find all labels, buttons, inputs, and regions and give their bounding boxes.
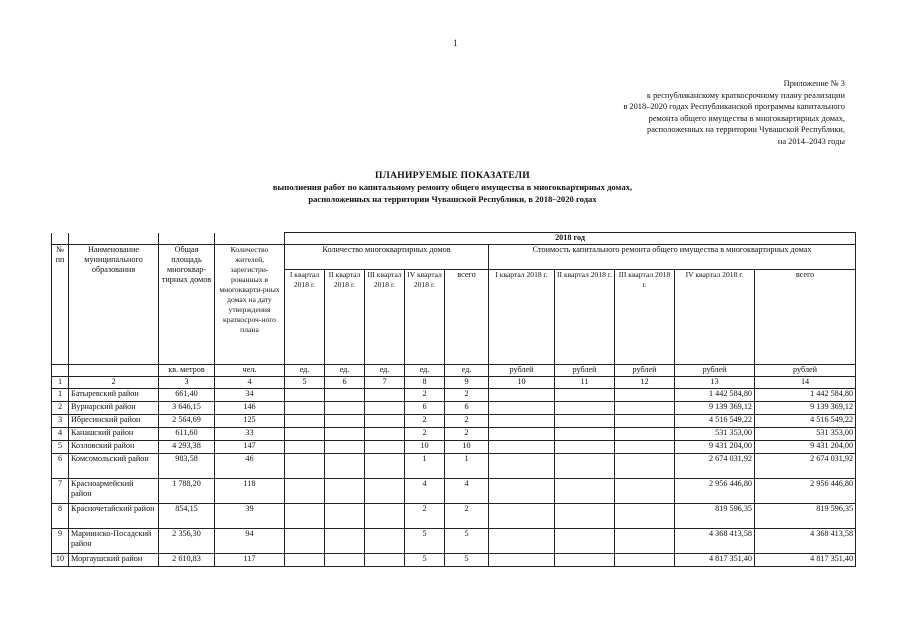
residents-value: 117: [215, 554, 285, 567]
residents-value: 46: [215, 454, 285, 479]
q3-houses-value: [365, 479, 405, 504]
header-num: № пп: [52, 245, 69, 365]
column-number: 8: [405, 377, 445, 389]
unit-cell: чел.: [215, 365, 285, 377]
q1-houses-value: [285, 389, 325, 402]
residents-value: 33: [215, 428, 285, 441]
row-number: 6: [52, 454, 69, 479]
district-name: Ибресинский район: [69, 415, 159, 428]
q4-cost-value: 2 674 031,92: [675, 454, 755, 479]
q2-cost-value: [555, 529, 615, 554]
q3-houses-value: [365, 529, 405, 554]
appendix-line: к республиканскому краткосрочному плану реализации: [646, 90, 845, 100]
q1-houses-value: [285, 529, 325, 554]
column-number: 6: [325, 377, 365, 389]
q4-cost-value: 4 368 413,58: [675, 529, 755, 554]
q3-cost-value: [615, 554, 675, 567]
table-row: [52, 389, 856, 402]
row-number: 2: [52, 402, 69, 415]
column-number: 12: [615, 377, 675, 389]
q2-houses-value: [325, 389, 365, 402]
total-cost-value: 531 353,00: [755, 428, 856, 441]
total-cost-value: 9 431 204,00: [755, 441, 856, 454]
column-numbers-row: [52, 377, 856, 389]
unit-cell: ед.: [445, 365, 489, 377]
district-name: Вурнарский район: [69, 402, 159, 415]
q4-cost-value: 9 139 369,12: [675, 402, 755, 415]
q2-cost-value: [555, 441, 615, 454]
q3-cost-value: [615, 428, 675, 441]
total-cost-value: 2 956 446,80: [755, 479, 856, 504]
column-number: 1: [52, 377, 69, 389]
total-cost-value: 9 139 369,12: [755, 402, 856, 415]
table-row: [52, 402, 856, 415]
total-houses-value: 5: [445, 554, 489, 567]
district-name: Красноармейский район: [69, 479, 159, 504]
year-header: 2018 год: [285, 233, 856, 245]
column-number: 13: [675, 377, 755, 389]
column-number: 3: [159, 377, 215, 389]
appendix-line: на 2014–2043 годы: [777, 136, 845, 146]
column-number: 10: [489, 377, 555, 389]
column-number: 5: [285, 377, 325, 389]
q4-cost-value: 531 353,00: [675, 428, 755, 441]
column-number: 7: [365, 377, 405, 389]
header-q2-cost: II квартал 2018 г.: [555, 270, 615, 365]
q1-houses-value: [285, 428, 325, 441]
unit-cell: кв. метров: [159, 365, 215, 377]
indicators-table: [51, 232, 856, 567]
q2-houses-value: [325, 402, 365, 415]
header-houses-group: Количество многоквартирных домов: [285, 245, 489, 270]
q4-cost-value: 4 817 351,40: [675, 554, 755, 567]
area-value: 2 356,30: [159, 529, 215, 554]
q3-cost-value: [615, 402, 675, 415]
total-houses-value: 4: [445, 479, 489, 504]
unit-cell: рублей: [489, 365, 555, 377]
total-houses-value: 2: [445, 428, 489, 441]
q4-houses-value: 1: [405, 454, 445, 479]
q1-houses-value: [285, 479, 325, 504]
q3-cost-value: [615, 504, 675, 529]
appendix-line: в 2018–2020 годах Республиканской программы капитального: [623, 102, 845, 112]
district-name: Моргаушский район: [69, 554, 159, 567]
column-number: 2: [69, 377, 159, 389]
q3-houses-value: [365, 454, 405, 479]
q2-houses-value: [325, 441, 365, 454]
header-cost-group: Стоимость капитального ремонта общего имущества в многоквартирных домах: [489, 245, 856, 270]
q2-cost-value: [555, 454, 615, 479]
district-name: Красночетайский район: [69, 504, 159, 529]
row-number: 10: [52, 554, 69, 567]
title-heading: ПЛАНИРУЕМЫЕ ПОКАЗАТЕЛИ: [375, 171, 530, 181]
header-q1-houses: I квартал 2018 г.: [285, 270, 325, 365]
row-number: 9: [52, 529, 69, 554]
q3-houses-value: [365, 428, 405, 441]
q3-houses-value: [365, 504, 405, 529]
q4-houses-value: 6: [405, 402, 445, 415]
q4-houses-value: 5: [405, 554, 445, 567]
area-value: 2 610,83: [159, 554, 215, 567]
total-cost-value: 4 516 549,22: [755, 415, 856, 428]
residents-value: 118: [215, 479, 285, 504]
q4-houses-value: 10: [405, 441, 445, 454]
total-houses-value: 2: [445, 415, 489, 428]
residents-value: 94: [215, 529, 285, 554]
q1-cost-value: [489, 454, 555, 479]
row-number: 1: [52, 389, 69, 402]
q4-houses-value: 2: [405, 415, 445, 428]
total-cost-value: 4 368 413,58: [755, 529, 856, 554]
q3-houses-value: [365, 415, 405, 428]
district-name: Мариинско-Посадский район: [69, 529, 159, 554]
page-number: 1: [453, 38, 458, 48]
residents-value: 39: [215, 504, 285, 529]
header-q3-houses: III квартал 2018 г.: [365, 270, 405, 365]
total-cost-value: 819 596,35: [755, 504, 856, 529]
q1-houses-value: [285, 415, 325, 428]
header-q1-cost: I квартал 2018 г.: [489, 270, 555, 365]
q4-cost-value: 2 956 446,80: [675, 479, 755, 504]
table-row: [52, 479, 856, 504]
q2-houses-value: [325, 415, 365, 428]
appendix-line: Приложение № 3: [783, 79, 845, 88]
table-row: [52, 529, 856, 554]
q2-houses-value: [325, 504, 365, 529]
table-row: [52, 504, 856, 529]
header-q4-houses: IV квартал 2018 г.: [405, 270, 445, 365]
q3-cost-value: [615, 415, 675, 428]
q3-houses-value: [365, 389, 405, 402]
unit-cell: рублей: [555, 365, 615, 377]
row-number: 8: [52, 504, 69, 529]
row-number: 3: [52, 415, 69, 428]
q3-cost-value: [615, 529, 675, 554]
header-q3-cost: III квартал 2018 г.: [615, 270, 675, 365]
residents-value: 146: [215, 402, 285, 415]
header-row-groups: [52, 245, 856, 270]
area-value: 854,15: [159, 504, 215, 529]
column-number: 14: [755, 377, 856, 389]
area-value: 2 564,69: [159, 415, 215, 428]
units-row: [52, 365, 856, 377]
q3-cost-value: [615, 389, 675, 402]
table-row: [52, 415, 856, 428]
row-number: 7: [52, 479, 69, 504]
q1-cost-value: [489, 415, 555, 428]
area-value: 983,58: [159, 454, 215, 479]
q4-houses-value: 5: [405, 529, 445, 554]
unit-cell: ед.: [325, 365, 365, 377]
table-row: [52, 554, 856, 567]
q3-houses-value: [365, 402, 405, 415]
appendix-line: ремонта общего имущества в многоквартирных домах,: [648, 113, 845, 123]
q2-cost-value: [555, 479, 615, 504]
unit-cell: рублей: [615, 365, 675, 377]
q2-houses-value: [325, 479, 365, 504]
q2-cost-value: [555, 415, 615, 428]
title-subline: выполнения работ по капитальному ремонту общего имущества в многоквартирных домах,: [272, 182, 633, 192]
q1-cost-value: [489, 389, 555, 402]
q3-cost-value: [615, 454, 675, 479]
unit-cell: ед.: [405, 365, 445, 377]
q2-cost-value: [555, 554, 615, 567]
q1-houses-value: [285, 402, 325, 415]
title-subline: расположенных на территории Чувашской Республики, в 2018–2020 годах: [308, 194, 597, 204]
q2-cost-value: [555, 428, 615, 441]
table-row: [52, 428, 856, 441]
total-houses-value: 2: [445, 389, 489, 402]
table-row: [52, 454, 856, 479]
q2-cost-value: [555, 504, 615, 529]
q2-houses-value: [325, 454, 365, 479]
unit-cell: рублей: [755, 365, 856, 377]
table-row: [52, 441, 856, 454]
total-houses-value: 10: [445, 441, 489, 454]
header-area: Общая площадь многоквар-тирных домов: [159, 245, 215, 365]
q2-houses-value: [325, 554, 365, 567]
area-value: 661,40: [159, 389, 215, 402]
q1-houses-value: [285, 504, 325, 529]
q2-houses-value: [325, 428, 365, 441]
residents-value: 34: [215, 389, 285, 402]
unit-cell: ед.: [285, 365, 325, 377]
q1-cost-value: [489, 441, 555, 454]
q3-houses-value: [365, 441, 405, 454]
header-name: Наименование муниципального образования: [69, 245, 159, 365]
total-houses-value: 5: [445, 529, 489, 554]
q3-houses-value: [365, 554, 405, 567]
total-houses-value: 6: [445, 402, 489, 415]
q1-cost-value: [489, 402, 555, 415]
q1-cost-value: [489, 504, 555, 529]
column-number: 4: [215, 377, 285, 389]
total-cost-value: 2 674 031,92: [755, 454, 856, 479]
header-q4-cost: IV квартал 2018 г.: [675, 270, 755, 365]
q2-cost-value: [555, 389, 615, 402]
q4-cost-value: 819 596,35: [675, 504, 755, 529]
district-name: Канашский район: [69, 428, 159, 441]
q4-cost-value: 9 431 204,00: [675, 441, 755, 454]
q2-cost-value: [555, 402, 615, 415]
unit-cell: ед.: [365, 365, 405, 377]
q1-cost-value: [489, 529, 555, 554]
header-residents: Количество жителей, зарегистри-рованных в многокварти-рных домах на дату утверждения краткосроч-ного плана: [215, 245, 285, 365]
document-title: [0, 171, 905, 205]
q1-cost-value: [489, 554, 555, 567]
column-number: 9: [445, 377, 489, 389]
q1-houses-value: [285, 454, 325, 479]
header-q2-houses: II квартал 2018 г.: [325, 270, 365, 365]
q2-houses-value: [325, 529, 365, 554]
area-value: 3 646,15: [159, 402, 215, 415]
total-houses-value: 2: [445, 504, 489, 529]
row-number: 4: [52, 428, 69, 441]
q1-cost-value: [489, 428, 555, 441]
residents-value: 125: [215, 415, 285, 428]
appendix-line: расположенных на территории Чувашской Республики,: [647, 125, 845, 135]
q4-houses-value: 2: [405, 389, 445, 402]
header-total-cost: всего: [755, 270, 856, 365]
q4-cost-value: 4 516 549,22: [675, 415, 755, 428]
q3-cost-value: [615, 441, 675, 454]
year-row: [52, 233, 856, 245]
q4-cost-value: 1 442 584,80: [675, 389, 755, 402]
column-number: 11: [555, 377, 615, 389]
q4-houses-value: 2: [405, 504, 445, 529]
district-name: Комсомольский район: [69, 454, 159, 479]
q3-cost-value: [615, 479, 675, 504]
total-cost-value: 1 442 584,80: [755, 389, 856, 402]
district-name: Батыревский район: [69, 389, 159, 402]
q1-houses-value: [285, 441, 325, 454]
total-houses-value: 1: [445, 454, 489, 479]
appendix-note: [545, 78, 845, 148]
total-cost-value: 4 817 351,40: [755, 554, 856, 567]
area-value: 1 788,20: [159, 479, 215, 504]
area-value: 611,60: [159, 428, 215, 441]
header-total-houses: всего: [445, 270, 489, 365]
q1-cost-value: [489, 479, 555, 504]
q4-houses-value: 2: [405, 428, 445, 441]
area-value: 4 293,38: [159, 441, 215, 454]
row-number: 5: [52, 441, 69, 454]
residents-value: 147: [215, 441, 285, 454]
q1-houses-value: [285, 554, 325, 567]
district-name: Козловский район: [69, 441, 159, 454]
q4-houses-value: 4: [405, 479, 445, 504]
unit-cell: рублей: [675, 365, 755, 377]
